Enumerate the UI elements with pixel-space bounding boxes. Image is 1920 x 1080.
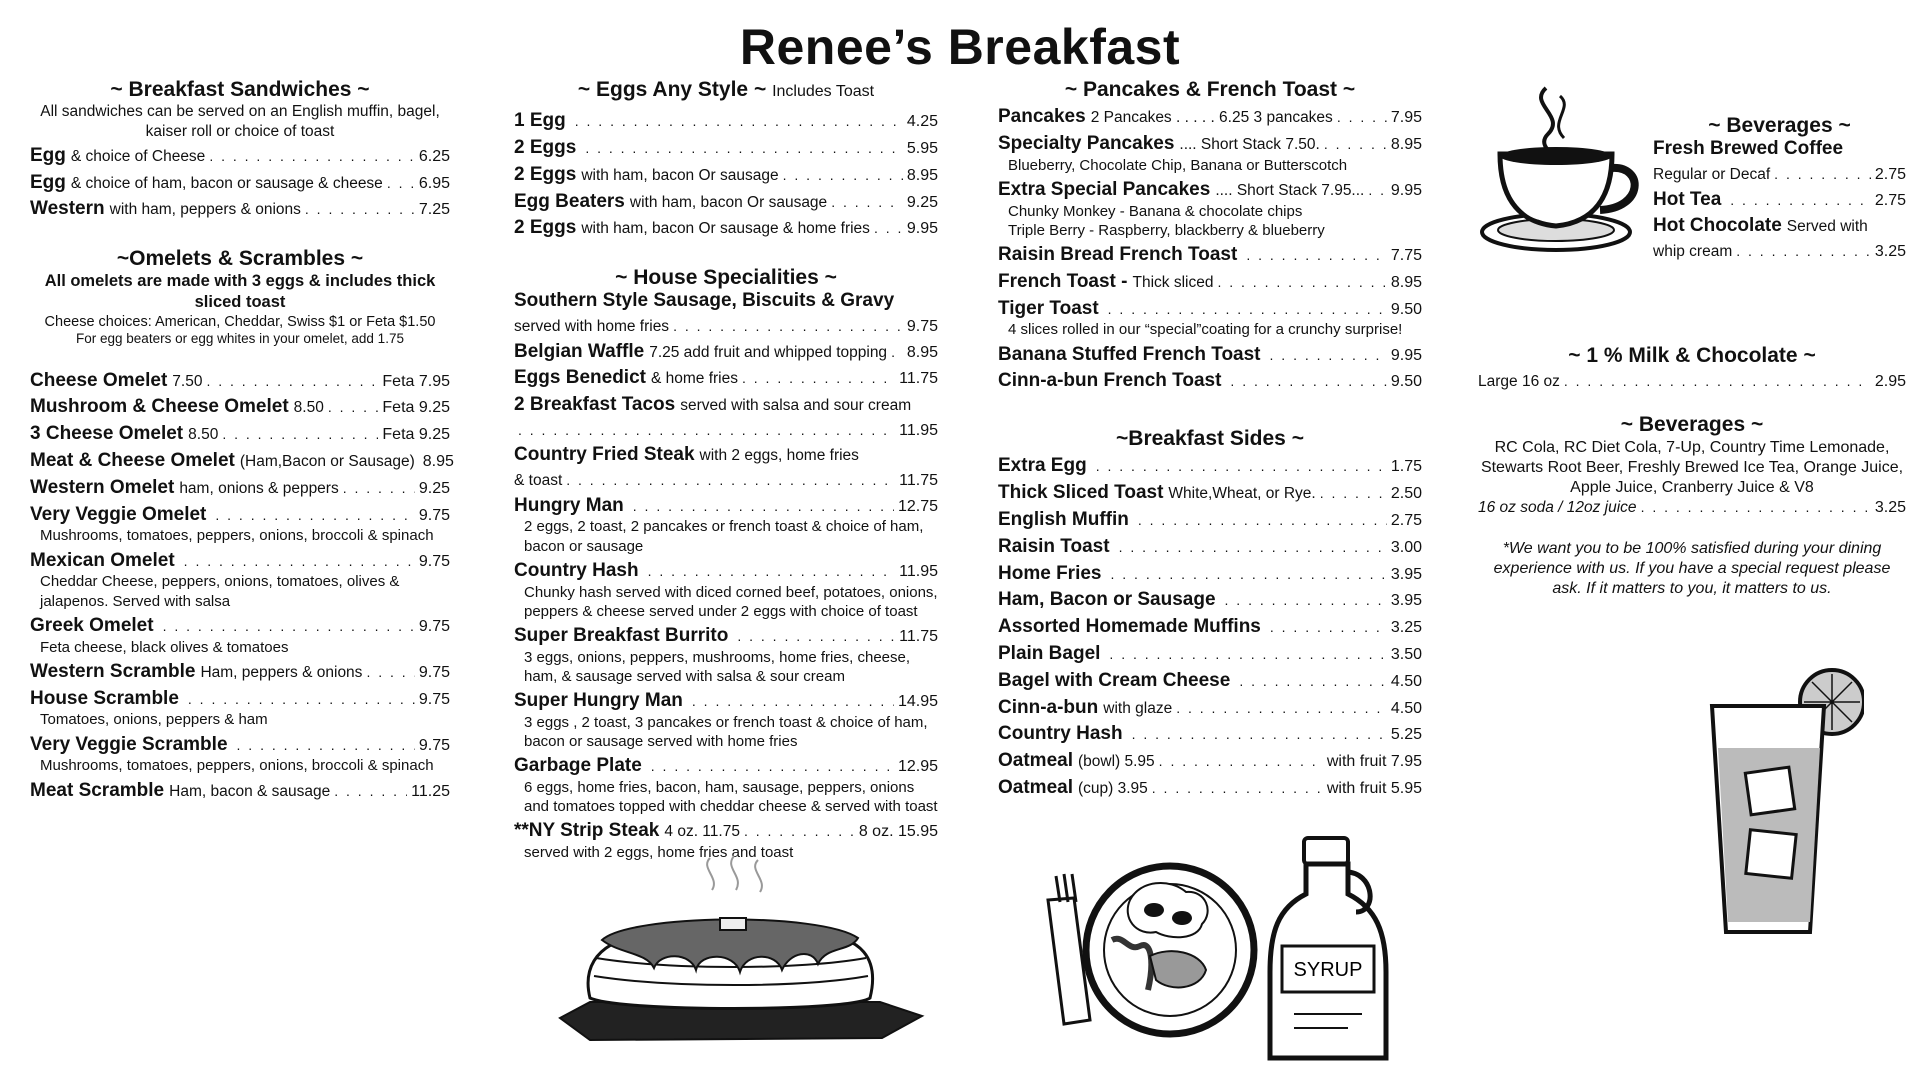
item-details: Mushrooms, tomatoes, peppers, onions, broccoli & spinach [40, 527, 434, 545]
item-description: 7.25 add fruit and whipped topping [649, 343, 888, 361]
menu-item [514, 444, 938, 467]
item-price: 9.95 [1390, 346, 1422, 364]
section-heading: ~ Pancakes & French Toast ~ [1064, 78, 1356, 101]
menu-item [998, 106, 1422, 129]
item-price: 11.25 [411, 782, 450, 800]
menu-item [514, 625, 938, 686]
item-price: 11.95 [899, 562, 938, 580]
item-description: .... Short Stack 7.50. [1179, 135, 1320, 153]
item-description: with ham, bacon Or sausage & home fries [581, 220, 870, 238]
item-price: 12.95 [897, 758, 938, 776]
breakfast-plate-icon [1030, 840, 1270, 1040]
section-heading: ~Omelets & Scrambles ~ [116, 247, 364, 271]
item-price: 11.95 [899, 422, 938, 440]
menu-item [998, 777, 1422, 800]
menu-item [514, 560, 938, 621]
item-price: 12.75 [897, 497, 938, 515]
item-details: served with 2 eggs, home fries and toast [524, 844, 794, 862]
item-name: Cinn-a-bun French Toast [998, 370, 1222, 392]
item-name: Specialty Pancakes [998, 132, 1175, 154]
item-description: with ham, peppers & onions [109, 201, 301, 219]
menu-item [30, 504, 450, 546]
section-heading: ~ Beverages ~ [1620, 413, 1764, 437]
item-name: Hot Tea [1653, 188, 1722, 210]
menu-item [30, 423, 450, 446]
item-price: 2.50 [1390, 485, 1422, 503]
item-price: 7.75 [1390, 247, 1422, 265]
menu-item [514, 421, 938, 440]
item-price: 4.50 [1390, 699, 1422, 717]
menu-item [998, 271, 1422, 294]
item-name: Egg [30, 171, 66, 193]
menu-item [998, 370, 1422, 393]
item-name: Assorted Homemade Muffins [998, 616, 1261, 638]
item-name: Meat & Cheese Omelet [30, 450, 235, 472]
item-description: (cup) 3.95 [1077, 779, 1148, 797]
item-price: 6.95 [418, 174, 450, 192]
item-details: Feta cheese, black olives & tomatoes [40, 638, 289, 656]
item-price: 7.95 [1390, 109, 1422, 127]
item-price: 8 oz. 15.95 [858, 823, 938, 841]
menu-item [998, 723, 1422, 746]
menu-item [998, 509, 1422, 532]
item-name: 2 Eggs [514, 136, 577, 158]
item-name: House Scramble [30, 687, 179, 709]
section-note: For egg beaters or egg whites in your omelet, add 1.75 [76, 330, 404, 346]
item-price: 2.75 [1874, 165, 1906, 183]
item-price: 9.75 [418, 506, 450, 524]
menu-item [30, 780, 450, 803]
syrup-label: SYRUP [1293, 959, 1363, 981]
item-price: 9.75 [418, 617, 450, 635]
menu-item [514, 341, 938, 364]
item-price: 1.75 [1390, 458, 1422, 476]
item-description: & toast [514, 472, 563, 490]
item-name: Ham, Bacon or Sausage [998, 589, 1216, 611]
item-details: Tomatoes, onions, peppers & ham [40, 711, 268, 729]
menu-item [998, 133, 1422, 175]
item-name: Oatmeal [998, 776, 1073, 798]
item-name: Mushroom & Cheese Omelet [30, 396, 289, 418]
item-name: Country Fried Steak [514, 444, 695, 466]
item-name: Cinn-a-bun [998, 696, 1099, 718]
menu-item [514, 471, 938, 491]
item-name: Fresh Brewed Coffee [1653, 138, 1844, 160]
item-description: Ham, bacon & sausage [169, 782, 331, 800]
item-description: White,Wheat, or Rye. [1168, 485, 1316, 503]
section-heading: ~ House Specialities ~ [615, 266, 837, 290]
section-heading: ~ Beverages ~ [1708, 114, 1851, 137]
menu-item [1653, 165, 1906, 185]
item-description: served with home fries [514, 318, 670, 336]
item-description: .... Short Stack 7.95... [1215, 181, 1365, 199]
item-description: (Ham,Bacon or Sausage) [239, 453, 415, 471]
item-details: Cheddar Cheese, peppers, onions, tomatoes, olives & jalapenos. Served with salsa [40, 573, 400, 610]
menu-item [514, 164, 938, 187]
section-heading: ~ Eggs Any Style ~ Includes Toast [577, 78, 875, 101]
column-1 [30, 78, 454, 806]
item-name: Western Scramble [30, 660, 196, 682]
menu-item [1653, 138, 1906, 161]
menu-item [514, 217, 938, 240]
menu-item: 16 oz soda / 12oz juice . . . 3.25 [1478, 498, 1906, 518]
item-name: Raisin Bread French Toast [998, 244, 1238, 266]
item-description: Served with [1786, 218, 1868, 236]
section-note: Cheese choices: American, Cheddar, Swiss $1 or Feta $1.50 [44, 313, 436, 330]
item-price: 9.50 [1390, 300, 1422, 318]
menu-item [514, 690, 938, 751]
column-2 [514, 78, 938, 866]
item-name: Country Hash [514, 559, 639, 581]
item-description: whip cream [1653, 243, 1733, 261]
menu-item [514, 110, 938, 133]
menu-item [1653, 215, 1906, 238]
item-name: Hungry Man [514, 494, 624, 516]
item-name: Western [30, 198, 105, 220]
item-price: 2.75 [1390, 512, 1422, 529]
item-name: Western Omelet [30, 476, 175, 498]
item-details: 3 eggs , 2 toast, 3 pancakes or french toast & choice of ham, bacon or sausage served with home fries [524, 713, 928, 751]
menu-item [998, 344, 1422, 367]
item-details: 3 eggs, onions, peppers, mushrooms, home fries, cheese, ham, & sausage served with salsa & sour cream [524, 648, 911, 685]
item-price: 7.25 [418, 201, 450, 219]
item-price: 8.95 [906, 343, 938, 361]
menu-item [998, 616, 1422, 639]
menu-item [1653, 242, 1906, 262]
item-name: Super Breakfast Burrito [514, 624, 729, 646]
item-price: Feta 9.25 [382, 426, 450, 444]
item-price: 11.75 [899, 370, 938, 388]
column-3 [998, 78, 1422, 804]
menu-item [514, 317, 938, 337]
item-details: Blueberry, Chocolate Chip, Banana or Butterscotch [1008, 156, 1348, 174]
menu-item [30, 172, 450, 195]
item-name: Meat Scramble [30, 779, 165, 801]
item-price: 5.95 [906, 139, 938, 157]
menu-item [514, 137, 938, 160]
item-name: Pancakes [998, 106, 1086, 128]
iced-drink-icon [1704, 660, 1864, 940]
item-name: Greek Omelet [30, 614, 154, 636]
menu-item [998, 750, 1422, 773]
item-price: 2.75 [1874, 191, 1906, 209]
menu-item [998, 643, 1422, 666]
menu-item [1653, 189, 1906, 212]
item-price: 8.95 [422, 453, 454, 471]
item-name: Country Hash [998, 723, 1123, 745]
item-description: with glaze [1103, 699, 1173, 717]
item-name: Raisin Toast [998, 535, 1110, 557]
section-note: All sandwiches can be served on an English muffin, bagel, kaiser roll or choice of toast [40, 103, 440, 140]
menu-item [30, 450, 454, 473]
item-name: Oatmeal [998, 750, 1073, 772]
item-description: (bowl) 5.95 [1077, 753, 1155, 771]
menu-item [998, 670, 1422, 693]
menu-title: Renee’s Breakfast [739, 19, 1181, 75]
menu-item [998, 536, 1422, 559]
item-price: 3.25 [1874, 243, 1906, 261]
menu-item [998, 298, 1422, 340]
menu-item [998, 589, 1422, 612]
item-description: Ham, peppers & onions [200, 663, 363, 681]
guarantee-note: *We want you to be 100% satisfied during your dining experience with us. If you have a special request please ask. If it matters to you, it matters to us. [1493, 540, 1891, 598]
item-price: with fruit 7.95 [1326, 753, 1422, 771]
menu-item [30, 734, 450, 776]
menu-item [30, 145, 450, 168]
item-description: with 2 eggs, home fries [699, 447, 859, 465]
item-description: with ham, bacon Or sausage [581, 166, 779, 184]
item-details: Mushrooms, tomatoes, peppers, onions, broccoli & spinach [40, 757, 434, 775]
pancakes-icon [550, 848, 930, 1053]
item-details: 2 eggs, 2 toast, 2 pancakes or french toast & choice of ham, bacon or sausage [524, 518, 924, 555]
item-name: Cheese Omelet [30, 369, 168, 391]
item-description: with ham, bacon Or sausage [629, 193, 828, 211]
menu-item [998, 563, 1422, 586]
item-name: **NY Strip Steak [514, 820, 660, 842]
item-name: 3 Cheese Omelet [30, 423, 184, 445]
menu-item [514, 367, 938, 390]
item-price: 3.50 [1390, 645, 1422, 663]
item-details: 6 eggs, home fries, bacon, ham, sausage, peppers, onions and tomatoes topped with cheddar cheese & served with toast [524, 779, 938, 816]
item-description: 2 Pancakes . . . . . 6.25 3 pancakes [1090, 109, 1333, 127]
item-price: 8.95 [1390, 135, 1422, 153]
item-details: Chunky Monkey - Banana & chocolate chips Triple Berry - Raspberry, blackberry & blueberry [1008, 202, 1325, 239]
section-note: RC Cola, RC Diet Cola, 7-Up, Country Time Lemonade, Stewarts Root Beer, Freshly Brewed Ice Tea, Orange Juice, Apple Juice, Cranberry Juice & V8 [1480, 438, 1904, 496]
item-name: Very Veggie Omelet [30, 503, 207, 525]
item-price: 9.75 [906, 318, 938, 336]
item-name: Hot Chocolate [1653, 215, 1782, 237]
menu-item [30, 396, 450, 419]
menu-item [514, 755, 938, 816]
item-price: 9.75 [418, 736, 450, 754]
section-note: All omelets are made with 3 eggs & includes thick sliced toast [44, 272, 436, 312]
item-price: 3.95 [1390, 592, 1422, 610]
item-name: Eggs Benedict [514, 367, 646, 389]
item-name: Garbage Plate [514, 755, 642, 777]
item-name: Egg [30, 144, 66, 166]
item-name: Bagel with Cream Cheese [998, 669, 1231, 691]
item-name: English Muffin [998, 509, 1129, 530]
item-price: 9.75 [418, 690, 450, 708]
item-price: Feta 9.25 [382, 399, 450, 417]
item-name: Southern Style Sausage, Biscuits & Gravy [514, 290, 895, 312]
item-details: Chunky hash served with diced corned beef, potatoes, onions, peppers & cheese served under 2 eggs with choice of toast [524, 583, 938, 620]
syrup-bottle-icon [1258, 832, 1398, 1068]
item-name: Plain Bagel [998, 642, 1101, 664]
item-price: 9.25 [906, 193, 938, 211]
menu-item [998, 455, 1422, 478]
menu-item [514, 290, 938, 313]
item-description: 8.50 [188, 426, 219, 444]
item-price: 9.25 [418, 479, 450, 497]
item-price: 14.95 [897, 693, 938, 711]
item-price: 11.75 [899, 627, 938, 645]
section-heading: ~ 1 % Milk & Chocolate ~ [1568, 343, 1816, 367]
item-price: 3.00 [1390, 538, 1422, 556]
item-description: Regular or Decaf [1653, 165, 1771, 183]
item-description: & home fries [650, 370, 738, 388]
item-description: & choice of Cheese [70, 147, 206, 165]
menu-item [30, 550, 450, 611]
item-price: 9.75 [418, 663, 450, 681]
menu-item [998, 482, 1422, 505]
coffee-cup-icon [1478, 82, 1648, 262]
item-price: 9.95 [906, 220, 938, 238]
item-name: Banana Stuffed French Toast [998, 343, 1261, 365]
item-price: 11.75 [899, 472, 938, 490]
menu-item [30, 661, 450, 684]
item-price: 8.95 [1390, 273, 1422, 291]
item-price: with fruit 5.95 [1326, 779, 1422, 797]
item-description: 7.50 [172, 372, 203, 390]
item-description: Thick sliced [1132, 273, 1214, 291]
item-price: 9.50 [1390, 373, 1422, 391]
item-price: 5.25 [1390, 726, 1422, 744]
menu-item [998, 179, 1422, 240]
item-price: 8.95 [906, 166, 938, 184]
item-description: served with salsa and sour cream [680, 397, 912, 415]
item-name: 2 Eggs [514, 217, 577, 239]
item-price: 6.25 [418, 147, 450, 165]
item-name: Super Hungry Man [514, 690, 683, 712]
item-name: Very Veggie Scramble [30, 733, 228, 755]
item-name: Extra Egg [998, 455, 1087, 477]
menu-item [30, 477, 450, 500]
item-name: 1 Egg [514, 110, 566, 132]
item-price: 3.25 [1390, 619, 1422, 637]
item-description: ham, onions & peppers [179, 479, 339, 497]
item-name: Tiger Toast [998, 297, 1099, 319]
menu-item [514, 191, 938, 214]
item-price: 3.95 [1390, 565, 1422, 583]
item-description: 8.50 [293, 399, 324, 417]
item-price: Feta 7.95 [382, 372, 450, 390]
item-price: 4.25 [906, 113, 938, 131]
item-name: 2 Breakfast Tacos [514, 394, 676, 416]
item-price: 9.75 [418, 552, 450, 570]
menu-item [998, 244, 1422, 267]
item-name: Extra Special Pancakes [998, 178, 1211, 200]
menu-item [30, 615, 450, 657]
menu-item [30, 198, 450, 221]
item-name: Belgian Waffle [514, 340, 645, 362]
item-name: Thick Sliced Toast [998, 482, 1164, 504]
menu-item [30, 370, 450, 393]
section-heading: ~ Breakfast Sandwiches ~ [110, 78, 370, 101]
menu-item [514, 394, 938, 417]
menu-item [514, 495, 938, 556]
item-name: Egg Beaters [514, 190, 625, 212]
item-name: French Toast - [998, 270, 1128, 292]
item-price: 4.50 [1390, 672, 1422, 690]
item-name: Mexican Omelet [30, 549, 175, 571]
item-description: 4 oz. 11.75 [664, 823, 740, 841]
menu-item [30, 688, 450, 730]
item-name: Home Fries [998, 562, 1102, 584]
item-details: 4 slices rolled in our “special”coating for a crunchy surprise! [1008, 321, 1403, 339]
item-name: 2 Eggs [514, 163, 577, 185]
section-heading: ~Breakfast Sides ~ [1116, 427, 1304, 451]
item-description: & choice of ham, bacon or sausage & cheese [70, 174, 383, 192]
menu-item [998, 697, 1422, 720]
item-price: 9.95 [1390, 181, 1422, 199]
menu-item: Large 16 oz . . . 2.95 [1478, 372, 1906, 392]
